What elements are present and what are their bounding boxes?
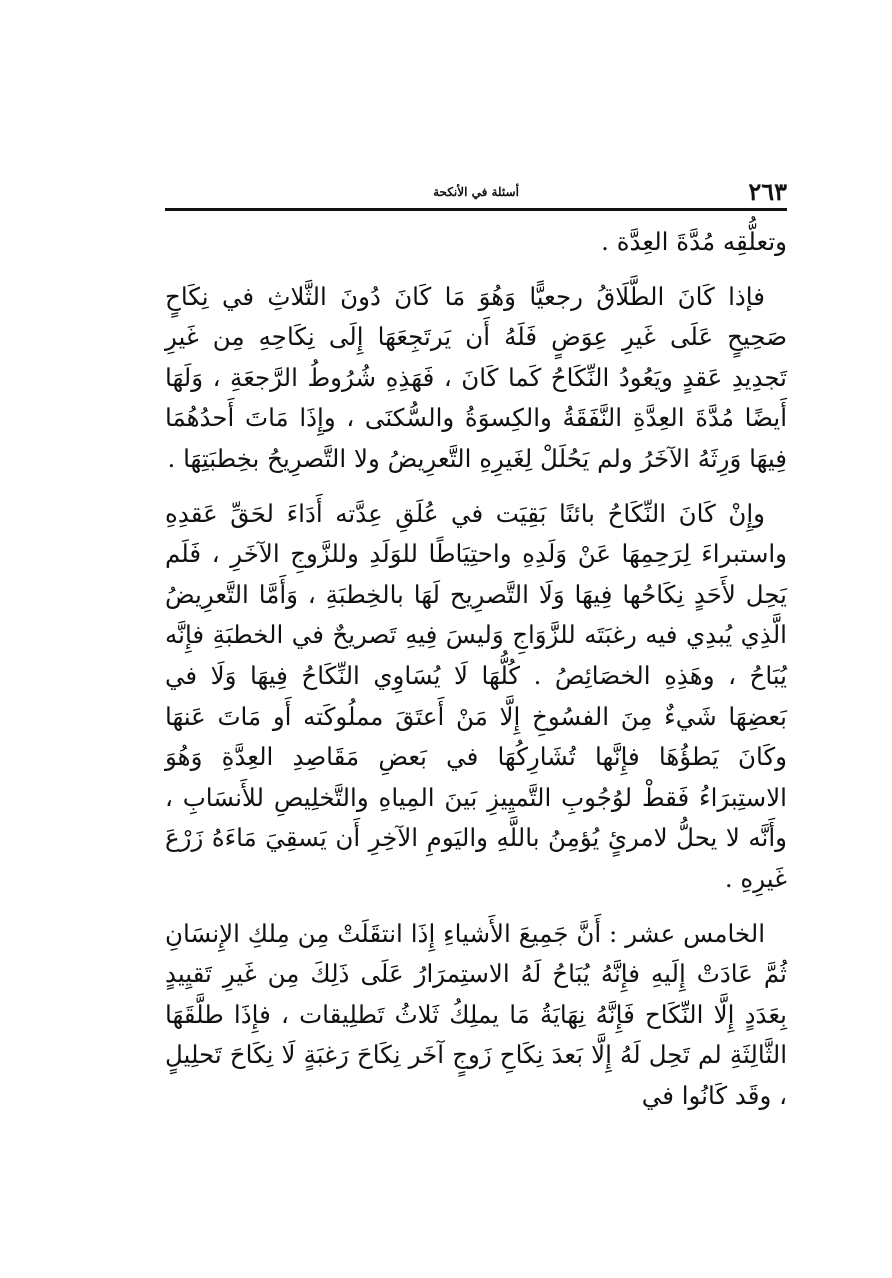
header-rule	[165, 208, 787, 211]
paragraph-1: وتعلُّقِه مُدَّةَ العِدَّة .	[601, 227, 787, 256]
page-number: ٢٦٣	[748, 177, 787, 206]
paragraph-3: وإِنْ كَانَ النِّكَاحُ بائنًا بَقِيَت في عُلَقِ عِدَّته أَدَاءَ لحَقِّ عَقدِهِ واستبراءَ لِرَحِمِهَا عَنْ وَلَدِهِ واحتِيَاطًا للوَلَدِ وللزَّوجِ الآخَرِ ، فَلَم يَحِل لأَحَدٍ نِكَاحُها فِيهَا وَلَا التَّصرِيح لَهَا بالخِطبَةِ ، وَأَمَّا التَّعرِيضُ الَّذِي يُبدِي فيه رغبَتَه للزَّوَاجِ وَليسَ فِيهِ تَصريحٌ في الخطبَةِ فإِنَّه يُبَاحُ ، وهَذِهِ الخصَائِصُ . كُلُّهَا لَا يُسَاوِي النِّكَاحُ فِيهَا وَلَا في بَعضِهَا شَيءٌ مِنَ الفسُوخِ إِلَّا مَنْ أَعتَقَ مملُوكَته أَو مَاتَ عَنهَا وكَانَ يَطؤُهَا فإِنَّها تُشَارِكُهَا في بَعضِ مَقَاصِدِ العِدَّةِ وَهُوَ الاستِبرَاءُ فَقطْ لوُجُوبِ التَّميِيزِ بَينَ المِياهِ والتَّخلِيصِ للأَنسَابِ ، وأَنَّه لا يحلُّ لامرئٍ يُؤمِنُ باللَّهِ واليَومِ الآخِرِ أَن يَسقِيَ مَاءَهُ زَرْعَ غَيرِهِ .	[165, 498, 787, 893]
running-title: أسئلة في الأنكحة	[433, 185, 519, 199]
body-text	[165, 222, 787, 1116]
running-header	[165, 178, 787, 210]
paragraph-4: الخامس عشر : أَنَّ جَمِيعَ الأَشياءِ إِذَا انتقَلَتْ مِن مِلكِ الإِنسَانِ ثُمَّ عَادَتْ إِلَيهِ فإِنَّهُ يُبَاحُ لَهُ الاستِمرَارُ عَلَى ذَلِكَ مِن غَيرِ تَقيِيدٍ بِعَدَدٍ إِلَّا النِّكَاح فَإِنَّهُ نِهَايَةُ مَا يملِكُ ثَلاثُ تَطلِيقات ، فإِذَا طلَّقَهَا الثَّالِثَةِ لم تَحِل لَهُ إِلَّا بَعدَ نِكَاحِ زَوجٍ آخَر نِكَاحَ رَغبَةٍ لَا نِكَاحَ تَحلِيلٍ ، وقَد كَانُوا في	[165, 918, 787, 1110]
paragraph-2: فإذا كَانَ الطَّلَاقُ رجعيًّا وَهُوَ مَا كَانَ دُونَ الثَّلاثِ في نِكَاحٍ صَحِيحٍ عَلَى غَيرِ عِوَضٍ فَلَهُ أَن يَرتَجِعَهَا إِلَى نِكَاحِهِ مِن غَيرِ تَجدِيدِ عَقدٍ ويَعُودُ النِّكَاحُ كَما كَانَ ، فَهَذِهِ شُرُوطُ الرَّجعَةِ ، وَلَهَا أَيضًا مُدَّةَ العِدَّةِ النَّفَقَةُ والكِسوَةُ والسُّكنَى ، وإِذَا مَاتَ أَحدُهُمَا فِيهَا وَرِثَهُ الآخَرُ ولم يَحُلَلْ لِغَيرِهِ التَّعرِيضُ ولا التَّصرِيحُ بخِطبَتِهَا .	[165, 281, 787, 473]
